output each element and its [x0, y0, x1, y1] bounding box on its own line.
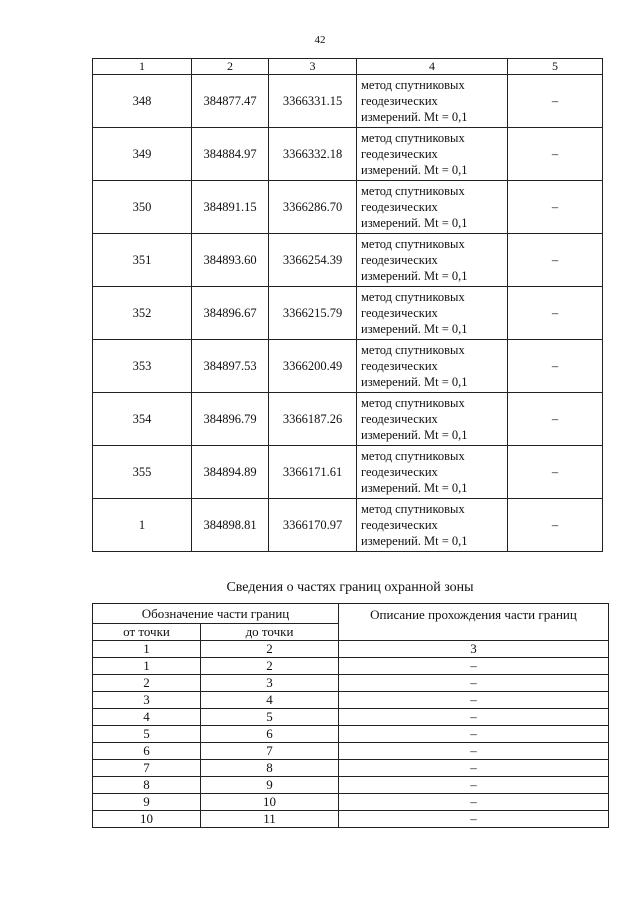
method-line: метод спутниковых — [361, 502, 465, 516]
from-point-cell: 1 — [93, 658, 201, 675]
point-number-cell: 348 — [93, 75, 192, 128]
description-cell: – — [339, 794, 609, 811]
x-coordinate-cell: 384894.89 — [192, 446, 269, 499]
x-coordinate-cell: 384896.67 — [192, 287, 269, 340]
y-coordinate-cell: 3366171.61 — [269, 446, 357, 499]
x-coordinate-cell: 384877.47 — [192, 75, 269, 128]
page-number: 42 — [314, 34, 326, 46]
x-coordinate-cell: 384896.79 — [192, 393, 269, 446]
boundary-part-row — [93, 794, 609, 811]
method-line: геодезических — [361, 306, 438, 320]
column-header: 3 — [269, 59, 357, 75]
to-point-cell: 10 — [201, 794, 339, 811]
column-header: 2 — [192, 59, 269, 75]
y-coordinate-cell: 3366332.18 — [269, 128, 357, 181]
note-cell: – — [508, 128, 603, 181]
column-header: 5 — [508, 59, 603, 75]
coordinate-row — [93, 181, 603, 234]
note-cell: – — [508, 181, 603, 234]
method-line: измерений. Mt = 0,1 — [361, 481, 468, 495]
boundary-part-row — [93, 692, 609, 709]
boundary-part-row — [93, 743, 609, 760]
description-cell: – — [339, 709, 609, 726]
to-point-cell: 2 — [201, 658, 339, 675]
parts-header-row — [93, 604, 609, 624]
point-number-cell: 353 — [93, 340, 192, 393]
method-line: измерений. Mt = 0,1 — [361, 163, 468, 177]
method-line: измерений. Mt = 0,1 — [361, 375, 468, 389]
y-coordinate-cell: 3366254.39 — [269, 234, 357, 287]
coordinate-row — [93, 75, 603, 128]
from-point-cell: 5 — [93, 726, 201, 743]
method-cell — [357, 340, 508, 393]
method-line: измерений. Mt = 0,1 — [361, 428, 468, 442]
boundary-part-row — [93, 658, 609, 675]
to-point-cell: 4 — [201, 692, 339, 709]
point-number-cell: 350 — [93, 181, 192, 234]
method-line: метод спутниковых — [361, 290, 465, 304]
method-cell — [357, 287, 508, 340]
from-point-header: от точки — [93, 624, 201, 641]
section-title: Сведения о частях границ охранной зоны — [226, 580, 474, 595]
y-coordinate-cell: 3366170.97 — [269, 499, 357, 552]
method-line: геодезических — [361, 253, 438, 267]
method-line: геодезических — [361, 359, 438, 373]
description-cell: – — [339, 658, 609, 675]
from-point-cell: 6 — [93, 743, 201, 760]
point-number-cell: 349 — [93, 128, 192, 181]
method-line: метод спутниковых — [361, 131, 465, 145]
method-line: геодезических — [361, 412, 438, 426]
method-line: геодезических — [361, 94, 438, 108]
description-header: Описание прохождения части границ — [339, 604, 609, 641]
method-line: измерений. Mt = 0,1 — [361, 216, 468, 230]
method-cell — [357, 499, 508, 552]
column-header: 1 — [93, 59, 192, 75]
from-point-cell: 3 — [93, 692, 201, 709]
coordinate-row — [93, 287, 603, 340]
point-number-cell: 355 — [93, 446, 192, 499]
point-number-cell: 1 — [93, 499, 192, 552]
method-line: геодезических — [361, 465, 438, 479]
method-line: метод спутниковых — [361, 184, 465, 198]
description-cell: – — [339, 777, 609, 794]
x-coordinate-cell: 384891.15 — [192, 181, 269, 234]
note-cell: – — [508, 340, 603, 393]
description-cell: 3 — [339, 641, 609, 658]
description-cell: – — [339, 675, 609, 692]
method-line: метод спутниковых — [361, 78, 465, 92]
description-cell: – — [339, 726, 609, 743]
description-cell: – — [339, 760, 609, 777]
to-point-cell: 2 — [201, 641, 339, 658]
to-point-cell: 3 — [201, 675, 339, 692]
method-cell — [357, 75, 508, 128]
to-point-cell: 8 — [201, 760, 339, 777]
to-point-header: до точки — [201, 624, 339, 641]
y-coordinate-cell: 3366286.70 — [269, 181, 357, 234]
note-cell: – — [508, 393, 603, 446]
method-line: геодезических — [361, 518, 438, 532]
from-point-cell: 9 — [93, 794, 201, 811]
method-cell — [357, 446, 508, 499]
note-cell: – — [508, 287, 603, 340]
method-line: геодезических — [361, 147, 438, 161]
x-coordinate-cell: 384884.97 — [192, 128, 269, 181]
point-number-cell: 351 — [93, 234, 192, 287]
method-line: метод спутниковых — [361, 237, 465, 251]
to-point-cell: 5 — [201, 709, 339, 726]
method-line: метод спутниковых — [361, 396, 465, 410]
boundary-part-row — [93, 726, 609, 743]
from-point-cell: 1 — [93, 641, 201, 658]
method-line: метод спутниковых — [361, 449, 465, 463]
y-coordinate-cell: 3366215.79 — [269, 287, 357, 340]
from-point-cell: 2 — [93, 675, 201, 692]
method-cell — [357, 181, 508, 234]
coordinate-row — [93, 446, 603, 499]
to-point-cell: 9 — [201, 777, 339, 794]
coordinate-row — [93, 340, 603, 393]
to-point-cell: 7 — [201, 743, 339, 760]
from-point-cell: 10 — [93, 811, 201, 828]
y-coordinate-cell: 3366187.26 — [269, 393, 357, 446]
from-point-cell: 4 — [93, 709, 201, 726]
method-line: измерений. Mt = 0,1 — [361, 534, 468, 548]
coordinate-row — [93, 234, 603, 287]
x-coordinate-cell: 384897.53 — [192, 340, 269, 393]
method-cell — [357, 234, 508, 287]
method-line: измерений. Mt = 0,1 — [361, 269, 468, 283]
description-cell: – — [339, 743, 609, 760]
note-cell: – — [508, 75, 603, 128]
boundary-part-row — [93, 709, 609, 726]
to-point-cell: 6 — [201, 726, 339, 743]
boundary-part-row — [93, 777, 609, 794]
point-number-cell: 352 — [93, 287, 192, 340]
coordinate-row — [93, 128, 603, 181]
x-coordinate-cell: 384893.60 — [192, 234, 269, 287]
method-line: метод спутниковых — [361, 343, 465, 357]
y-coordinate-cell: 3366200.49 — [269, 340, 357, 393]
from-point-cell: 7 — [93, 760, 201, 777]
coordinate-row — [93, 499, 603, 552]
x-coordinate-cell: 384898.81 — [192, 499, 269, 552]
boundary-parts-table — [92, 603, 609, 828]
boundary-part-row — [93, 811, 609, 828]
boundary-part-row — [93, 760, 609, 777]
y-coordinate-cell: 3366331.15 — [269, 75, 357, 128]
method-line: геодезических — [361, 200, 438, 214]
note-cell: – — [508, 499, 603, 552]
coordinates-header-row — [93, 59, 603, 75]
method-line: измерений. Mt = 0,1 — [361, 110, 468, 124]
description-cell: – — [339, 811, 609, 828]
designation-header: Обозначение части границ — [93, 604, 339, 624]
from-point-cell: 8 — [93, 777, 201, 794]
description-cell: – — [339, 692, 609, 709]
method-line: измерений. Mt = 0,1 — [361, 322, 468, 336]
point-number-cell: 354 — [93, 393, 192, 446]
note-cell: – — [508, 234, 603, 287]
to-point-cell: 11 — [201, 811, 339, 828]
boundary-part-row — [93, 675, 609, 692]
column-header: 4 — [357, 59, 508, 75]
method-cell — [357, 393, 508, 446]
note-cell: – — [508, 446, 603, 499]
coordinates-table — [92, 58, 603, 552]
method-cell — [357, 128, 508, 181]
boundary-part-row — [93, 641, 609, 658]
coordinate-row — [93, 393, 603, 446]
